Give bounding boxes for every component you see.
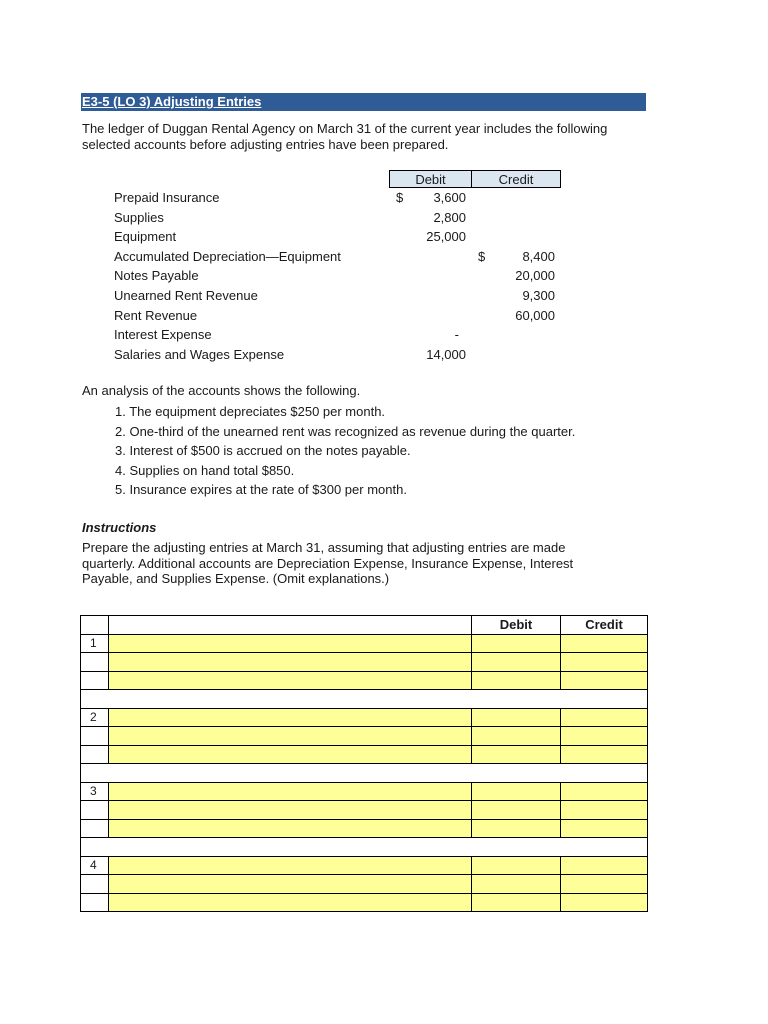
account-input-cell[interactable]: [109, 745, 472, 764]
debit-value: 3,600: [433, 190, 466, 205]
account-name: Salaries and Wages Expense: [114, 346, 285, 362]
account-input-cell[interactable]: [109, 634, 472, 653]
debit-input-cell[interactable]: [472, 727, 561, 746]
debit-input-cell[interactable]: [472, 801, 561, 820]
adjusting-entries-table: [80, 615, 648, 912]
entry-number-blank: [81, 875, 109, 894]
header-debit: Debit: [472, 616, 561, 635]
account-name: Interest Expense: [114, 327, 212, 343]
debit-input-cell[interactable]: [472, 875, 561, 894]
account-input-cell[interactable]: [109, 782, 472, 801]
credit-input-cell[interactable]: [561, 875, 648, 894]
analysis-item: 2. One-third of the unearned rent was recognized as revenue during the quarter.: [115, 423, 576, 439]
account-input-cell[interactable]: [109, 875, 472, 894]
separator-cell: [81, 690, 648, 709]
debit-input-cell[interactable]: [472, 653, 561, 672]
intro-line-2: selected accounts before adjusting entries have been prepared.: [82, 137, 449, 152]
instructions-heading: Instructions: [82, 520, 157, 535]
credit-input-cell[interactable]: [561, 708, 648, 727]
separator-cell: [81, 764, 648, 783]
header-credit: Credit: [561, 616, 648, 635]
debit-input-cell[interactable]: [472, 782, 561, 801]
debit-value: -: [454, 327, 459, 343]
account-input-cell[interactable]: [109, 856, 472, 875]
analysis-intro: An analysis of the accounts shows the following.: [82, 383, 361, 398]
entry-number-blank: [81, 801, 109, 820]
separator-cell: [81, 838, 648, 857]
account-name: Accumulated Depreciation—Equipment: [114, 248, 341, 264]
credit-input-cell[interactable]: [561, 856, 648, 875]
entry-number: 1: [81, 634, 109, 653]
table-row: [81, 708, 648, 727]
entry-number-blank: [81, 653, 109, 672]
account-name: Supplies: [114, 209, 164, 225]
credit-input-cell[interactable]: [561, 727, 648, 746]
debit-input-cell[interactable]: [472, 819, 561, 838]
account-input-cell[interactable]: [109, 708, 472, 727]
table-row: [81, 819, 648, 838]
entry-number: 3: [81, 782, 109, 801]
instructions-line-3: Payable, and Supplies Expense. (Omit explanations.): [82, 571, 390, 586]
analysis-item: 3. Interest of $500 is accrued on the notes payable.: [115, 443, 411, 458]
table-row: [81, 745, 648, 764]
debit-value: 14,000: [426, 346, 466, 362]
table-header-row: [81, 616, 648, 635]
credit-input-cell[interactable]: [561, 671, 648, 690]
table-row: [81, 893, 648, 912]
credit-input-cell[interactable]: [561, 801, 648, 820]
account-name: Notes Payable: [114, 268, 199, 284]
table-row: [81, 801, 648, 820]
entry-number-blank: [81, 819, 109, 838]
debit-input-cell[interactable]: [472, 893, 561, 912]
table-row: [81, 727, 648, 746]
debit-value: 25,000: [426, 229, 466, 245]
entry-number: 4: [81, 856, 109, 875]
debit-input-cell[interactable]: [472, 671, 561, 690]
account-name: Rent Revenue: [114, 307, 198, 323]
account-input-cell[interactable]: [109, 727, 472, 746]
credit-input-cell[interactable]: [561, 782, 648, 801]
debit-input-cell[interactable]: [472, 745, 561, 764]
debit-input-cell[interactable]: [472, 634, 561, 653]
debit-input-cell[interactable]: [472, 856, 561, 875]
table-row: [81, 856, 648, 875]
account-name: Equipment: [114, 229, 177, 245]
separator-row: [81, 764, 648, 783]
ledger-debit-header: Debit: [389, 170, 472, 188]
header-account-cell: [109, 616, 472, 635]
table-row: [81, 782, 648, 801]
account-name: Prepaid Insurance: [114, 190, 220, 205]
entry-number-blank: [81, 893, 109, 912]
entry-number: 2: [81, 708, 109, 727]
credit-input-cell[interactable]: [561, 653, 648, 672]
credit-input-cell[interactable]: [561, 634, 648, 653]
credit-currency-sign: $: [478, 248, 486, 264]
credit-value: 20,000: [515, 268, 555, 284]
credit-value: 9,300: [522, 288, 555, 303]
table-row: [81, 634, 648, 653]
credit-value: 60,000: [515, 307, 555, 323]
instructions-line-1: Prepare the adjusting entries at March 31, assuming that adjusting entries are made: [82, 540, 566, 555]
credit-value: 8,400: [522, 248, 555, 264]
instructions-line-2: quarterly. Additional accounts are Depreciation Expense, Insurance Expense, Interest: [82, 555, 574, 571]
credit-input-cell[interactable]: [561, 745, 648, 764]
analysis-item: 1. The equipment depreciates $250 per month.: [115, 404, 386, 419]
account-input-cell[interactable]: [109, 801, 472, 820]
debit-currency-sign: $: [396, 190, 404, 205]
exercise-title: E3-5 (LO 3) Adjusting Entries: [81, 93, 646, 111]
credit-input-cell[interactable]: [561, 819, 648, 838]
credit-input-cell[interactable]: [561, 893, 648, 912]
account-input-cell[interactable]: [109, 819, 472, 838]
debit-value: 2,800: [433, 209, 466, 225]
account-name: Unearned Rent Revenue: [114, 288, 258, 303]
account-input-cell[interactable]: [109, 671, 472, 690]
separator-row: [81, 690, 648, 709]
table-row: [81, 671, 648, 690]
ledger-credit-header: Credit: [471, 170, 561, 188]
entry-number-blank: [81, 671, 109, 690]
separator-row: [81, 838, 648, 857]
intro-line-1: The ledger of Duggan Rental Agency on March 31 of the current year includes the following: [82, 121, 608, 136]
entry-number-blank: [81, 727, 109, 746]
entry-number-blank: [81, 745, 109, 764]
analysis-item: 4. Supplies on hand total $850.: [115, 462, 295, 478]
header-number-cell: [81, 616, 109, 635]
account-input-cell[interactable]: [109, 653, 472, 672]
account-input-cell[interactable]: [109, 893, 472, 912]
analysis-item: 5. Insurance expires at the rate of $300 per month.: [115, 482, 407, 497]
table-row: [81, 875, 648, 894]
table-row: [81, 653, 648, 672]
debit-input-cell[interactable]: [472, 708, 561, 727]
